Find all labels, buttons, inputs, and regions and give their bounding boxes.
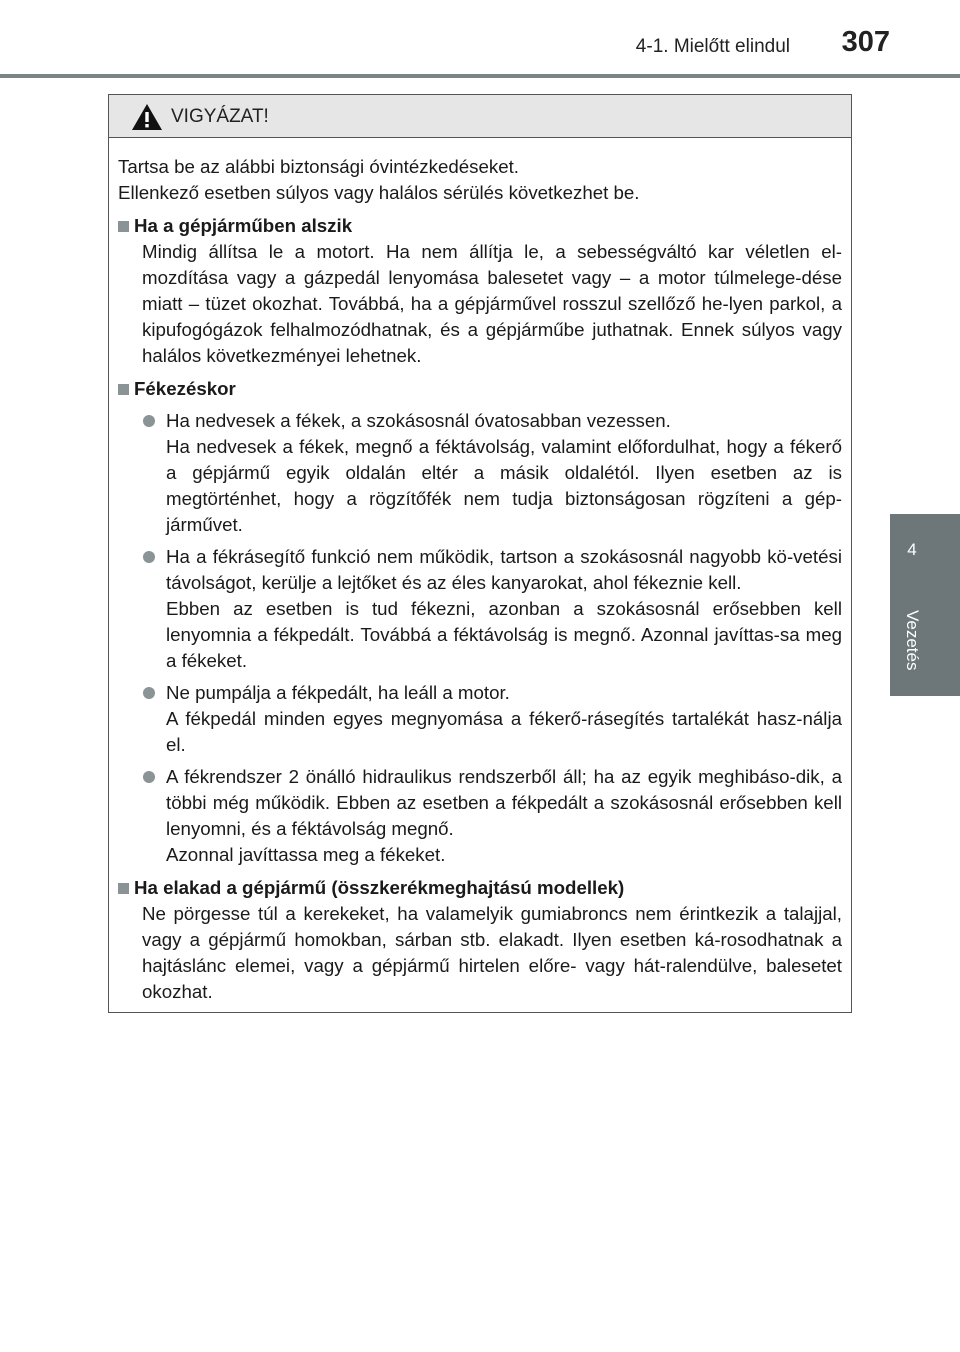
bullet-item: [118, 408, 842, 538]
chapter-label: Vezetés: [903, 610, 922, 671]
section-heading: [118, 875, 842, 901]
section-heading-text: Ha elakad a gépjármű (összkerékmeghajtású modellek): [134, 877, 625, 898]
section-paragraph: Mindig állítsa le a motort. Ha nem állítja le, a sebességváltó kar véletlen el-mozdítása vagy a gázpedál lenyomása balesetet vagy – a motor túlmelege-dése miatt – tüzet okozhat. Továbbá, ha a gépjárművel rosszul szellőző he-lyen parkol, a kipufogógázok felhalmozódhatnak, és a gépjárműbe juthatnak. Ennek súlyos vagy halálos következményei lehetnek.: [142, 241, 842, 366]
section-heading: [118, 213, 842, 239]
bullet-line: Ha nedvesek a fékek, a szokásosnál óvatosabban vezessen.: [166, 410, 671, 431]
round-bullet-icon: [143, 415, 155, 427]
bullet-line: Ha a fékrásegítő funkció nem működik, tartson a szokásosnál nagyobb kö-vetési távolságot, kerülje a lejtőket és az éles kanyarokat, ahol fékeznie kell.: [166, 546, 842, 593]
bullet-line: Azonnal javíttassa meg a fékeket.: [166, 844, 446, 865]
bullet-item: [118, 680, 842, 758]
warning-intro-line: Tartsa be az alábbi biztonsági óvintézkedéseket.: [118, 156, 519, 177]
bullet-line: Ebben az esetben is tud fékezni, azonban a szokásosnál erősebben kell lenyomnia a fékpedált. Továbbá a féktávolság is megnő. Azonnal javíttas-sa meg a fékeket.: [166, 598, 842, 671]
warning-triangle-icon: [131, 103, 163, 131]
square-bullet-icon: [118, 221, 129, 232]
section-heading: [118, 376, 842, 402]
bullet-item: [118, 544, 842, 674]
running-header-section: 4-1. Mielőtt elindul: [635, 36, 790, 57]
section-heading-text: Fékezéskor: [134, 378, 236, 399]
section-paragraph: Ne pörgesse túl a kerekeket, ha valamelyik gumiabroncs nem érintkezik a talajjal, vagy a gépjármű homokban, sárban stb. elakadt. Ilyen esetben ká-rosodhatnak a hajtáslánc elemei, vagy a gépjármű hirtelen előre- vagy hát-ralendülve, balesetet okozhat.: [142, 903, 842, 1002]
round-bullet-icon: [143, 687, 155, 699]
bullet-line: Ha nedvesek a fékek, megnő a féktávolság, valamint előfordulhat, hogy a fékerő a gépjármű egyik oldalán eltér a másik oldalétól. Ilyen esetben az is megtörténhet, hogy a rögzítőfék nem tudja biztonságosan rögzíteni a gép-járművet.: [166, 436, 842, 535]
round-bullet-icon: [143, 771, 155, 783]
warning-header: [109, 95, 851, 138]
warning-intro-line: Ellenkező esetben súlyos vagy halálos sérülés következhet be.: [118, 182, 640, 203]
bullet-line: Ne pumpálja a fékpedált, ha leáll a motor.: [166, 682, 510, 703]
square-bullet-icon: [118, 384, 129, 395]
page-number: 307: [841, 26, 890, 58]
square-bullet-icon: [118, 883, 129, 894]
bullet-line: A fékpedál minden egyes megnyomása a fékerő-rásegítés tartalékát hasz-nálja el.: [166, 708, 842, 755]
header-rule: [0, 74, 960, 78]
warning-title: VIGYÁZAT!: [171, 106, 269, 127]
warning-body: [109, 138, 851, 1005]
chapter-number: 4: [907, 540, 917, 559]
chapter-tab: [890, 514, 960, 696]
section-heading-text: Ha a gépjárműben alszik: [134, 215, 353, 236]
warning-box: [108, 94, 852, 1013]
bullet-line: A fékrendszer 2 önálló hidraulikus rendszerből áll; ha az egyik meghibáso-dik, a többi még működik. Ebben az esetben a fékpedált a szokásosnál erősebben kell lenyomni, és a féktávolság megnő.: [166, 766, 842, 839]
bullet-item: [118, 764, 842, 868]
round-bullet-icon: [143, 551, 155, 563]
